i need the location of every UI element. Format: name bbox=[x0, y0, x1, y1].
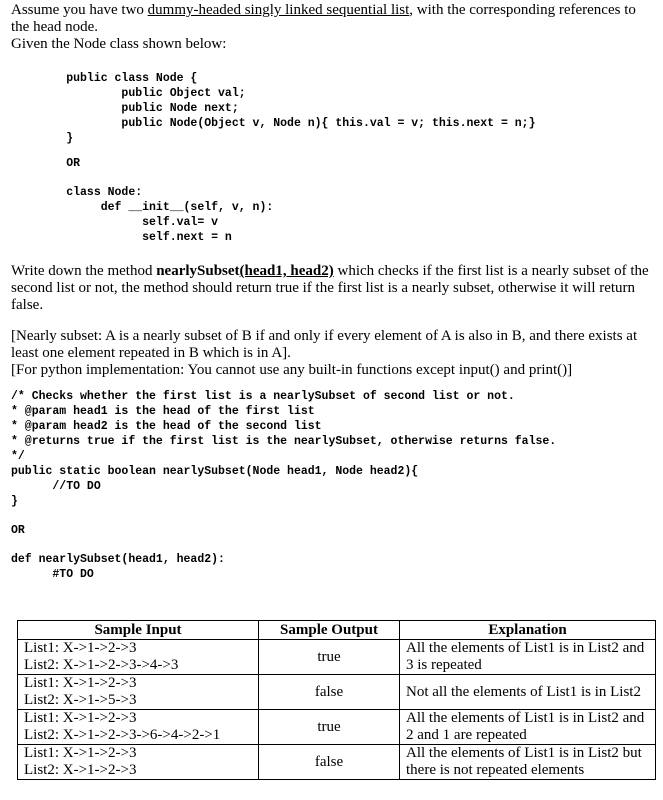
sample-output-cell: false bbox=[259, 745, 400, 780]
sample-input-cell bbox=[18, 675, 259, 710]
intro-node-class-line: Given the Node class shown below: bbox=[11, 36, 227, 52]
sample-output-cell: true bbox=[259, 710, 400, 745]
explanation-cell: All the elements of List1 is in List2 and 3 is repeated bbox=[400, 640, 656, 675]
header-sample-output: Sample Output bbox=[259, 621, 400, 640]
table-row bbox=[18, 745, 656, 780]
list1-text: List1: X->1->2->3 bbox=[24, 745, 137, 761]
sample-input-cell bbox=[18, 745, 259, 780]
table-row bbox=[18, 710, 656, 745]
sample-input-cell bbox=[18, 710, 259, 745]
list2-text: List2: X->1->2->3 bbox=[24, 762, 137, 778]
nearly-subset-definition: [Nearly subset: A is a nearly subset of B if and only if every element of A is also in B, and there exists at least one element repeated in B which is in A]. bbox=[11, 328, 638, 361]
python-implementation-note: [For python implementation: You cannot use any built-in functions except input() and print()] bbox=[11, 362, 573, 378]
list2-text: List2: X->1->2->3->4->3 bbox=[24, 657, 179, 673]
method-params: (head1, head2) bbox=[239, 263, 334, 279]
intro-underlined-term: dummy-headed singly linked sequential list bbox=[147, 2, 410, 18]
python-node-class-code: class Node: def __init__(self, v, n): self.val= v self.next = n bbox=[66, 186, 274, 244]
method-name: nearlySubset bbox=[156, 263, 240, 279]
list2-text: List2: X->1->2->3->6->4->2->1 bbox=[24, 727, 221, 743]
sample-table bbox=[17, 620, 656, 780]
table-row bbox=[18, 640, 656, 675]
intro-paragraph bbox=[11, 2, 656, 36]
task-text-pre: Write down the method bbox=[11, 263, 157, 279]
header-sample-input: Sample Input bbox=[18, 621, 259, 640]
java-node-class-code: public class Node { public Object val; public Node next; public Node(Object v, Node n){ this.val = v; this.next = n;} } bbox=[66, 72, 536, 145]
list1-text: List1: X->1->2->3 bbox=[24, 710, 137, 726]
java-method-code: /* Checks whether the first list is a nearlySubset of second list or not. * @param head1 is the head of the first list * @param head2 is the head of the second list * @returns true if the first list is the nearlySubset, otherwise returns false. */ public static boolean nearlySubset(Node head1, Node head2){ //TO DO } bbox=[11, 390, 557, 508]
python-method-code: def nearlySubset(head1, head2): #TO DO bbox=[11, 553, 225, 581]
explanation-cell: All the elements of List1 is in List2 and 2 and 1 are repeated bbox=[400, 710, 656, 745]
intro-text-post: , with the corresponding references to the head node. bbox=[11, 2, 636, 35]
intro-text-pre: Assume you have two bbox=[11, 2, 148, 18]
explanation-cell: Not all the elements of List1 is in List2 bbox=[400, 675, 656, 710]
document-page bbox=[11, 2, 656, 582]
list2-text: List2: X->1->5->3 bbox=[24, 692, 137, 708]
sample-input-cell bbox=[18, 640, 259, 675]
or-separator-2: OR bbox=[11, 524, 25, 537]
list1-text: List1: X->1->2->3 bbox=[24, 640, 137, 656]
task-paragraph bbox=[11, 263, 656, 314]
sample-output-cell: false bbox=[259, 675, 400, 710]
table-row bbox=[18, 675, 656, 710]
task-text-post: which checks if the first list is a nearly subset of the second list or not, the method should return true if the first list is a nearly subset, otherwise it will return false. bbox=[11, 263, 649, 313]
or-separator-1: OR bbox=[11, 157, 81, 170]
list1-text: List1: X->1->2->3 bbox=[24, 675, 137, 691]
table-header-row bbox=[18, 621, 656, 640]
sample-output-cell: true bbox=[259, 640, 400, 675]
header-explanation: Explanation bbox=[400, 621, 656, 640]
explanation-cell: All the elements of List1 is in List2 but there is not repeated elements bbox=[400, 745, 656, 780]
